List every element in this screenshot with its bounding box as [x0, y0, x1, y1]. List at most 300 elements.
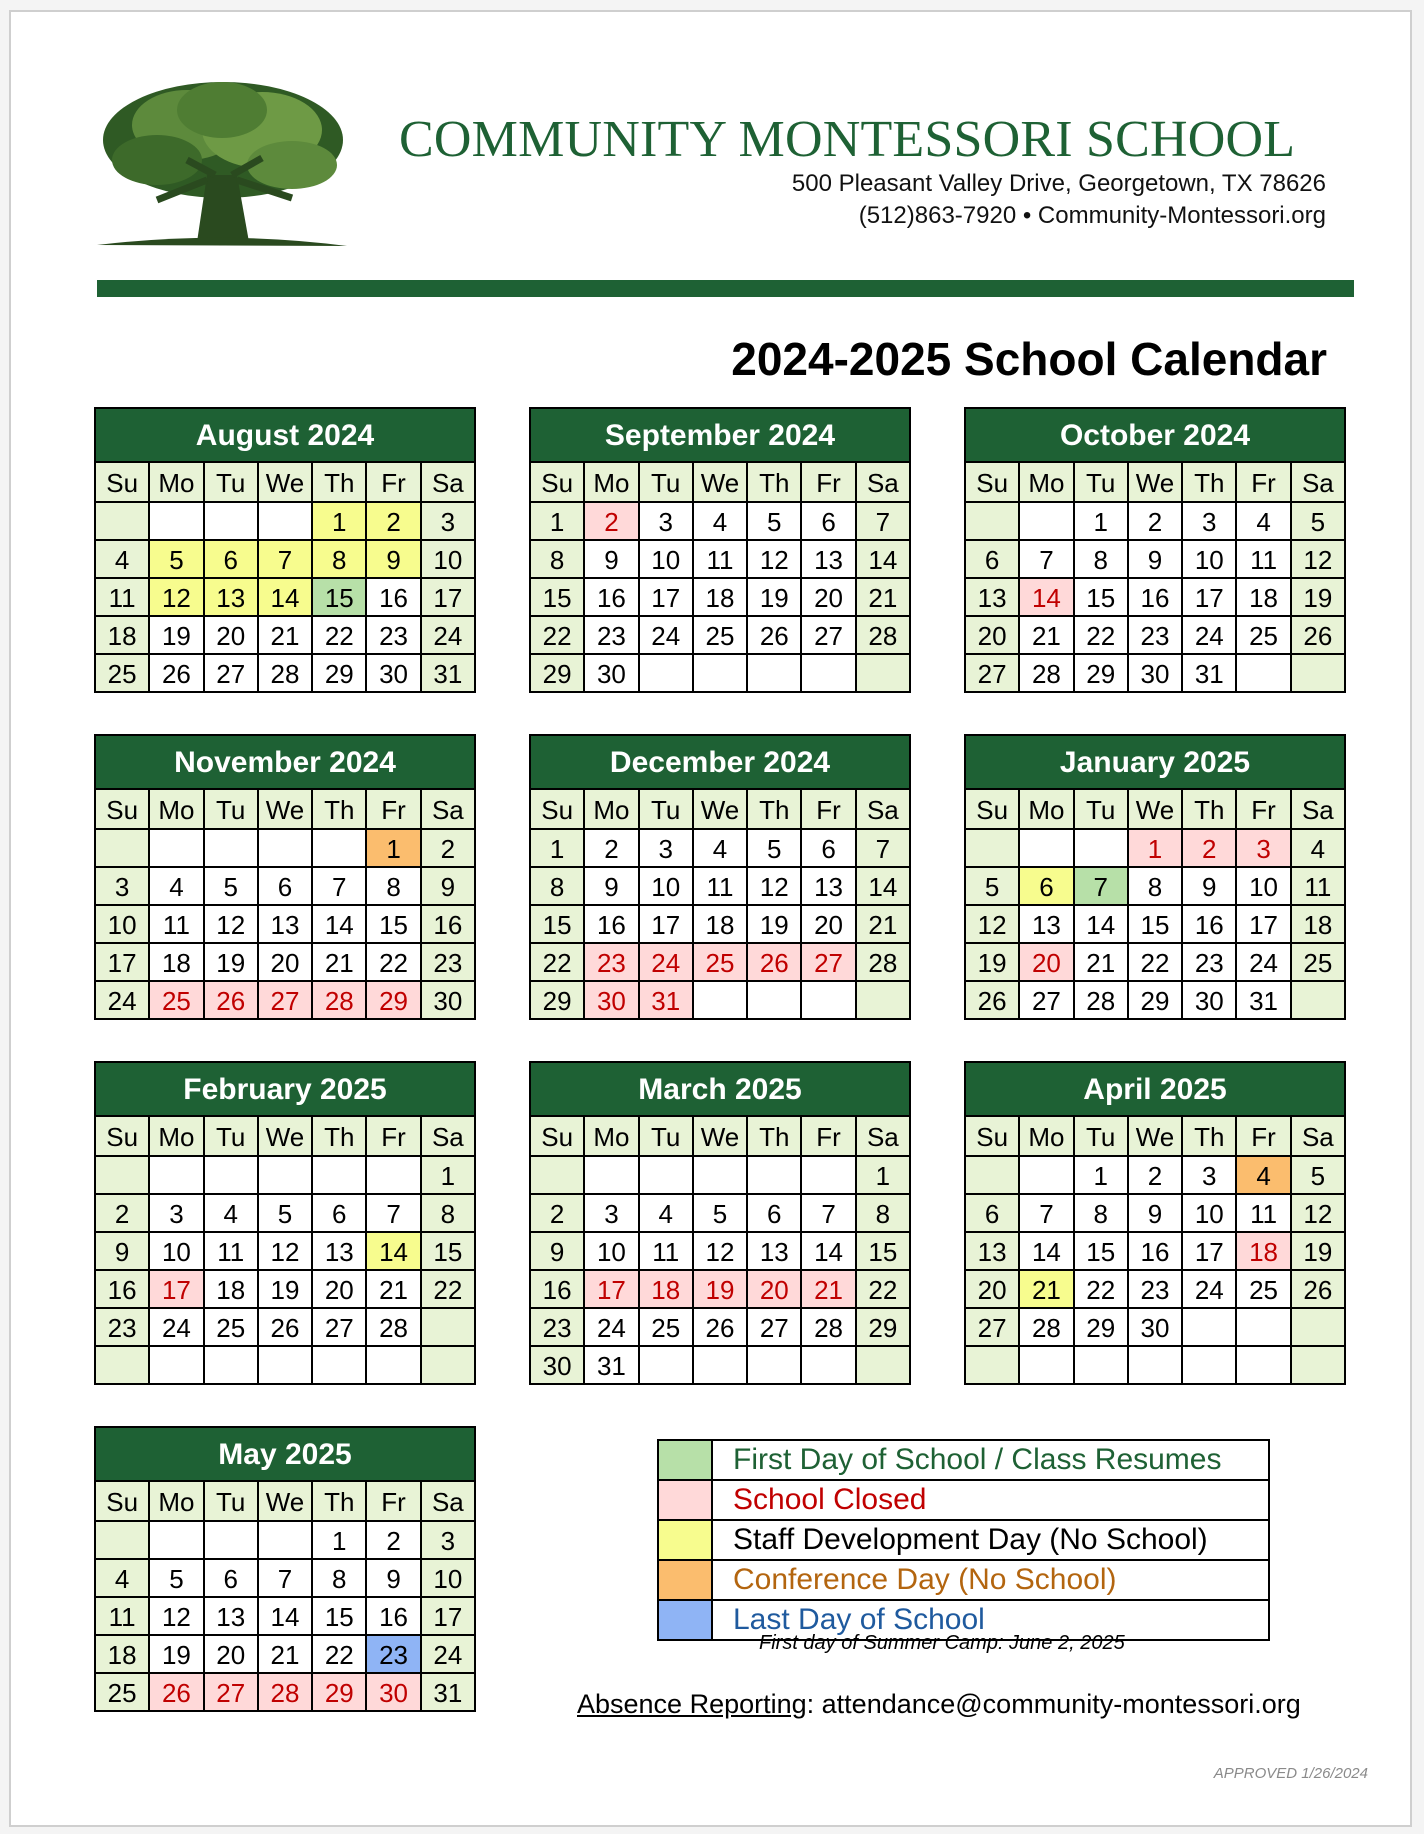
day-cell: 8: [531, 868, 585, 906]
day-cell: 29: [313, 1674, 367, 1712]
day-cell: 30: [585, 982, 639, 1020]
day-cell: 7: [259, 1560, 313, 1598]
empty-cell: [96, 503, 150, 541]
day-cell: 7: [259, 541, 313, 579]
day-cell: 30: [1129, 1309, 1183, 1347]
day-cell: 29: [531, 982, 585, 1020]
weekday-header: We: [1129, 790, 1183, 830]
weekday-header: Th: [748, 1117, 802, 1157]
empty-cell: [259, 1157, 313, 1195]
day-cell: 15: [857, 1233, 911, 1271]
weekday-header: Su: [96, 463, 150, 503]
empty-cell: [640, 1157, 694, 1195]
day-cell: 13: [205, 579, 259, 617]
day-cell: 25: [96, 1674, 150, 1712]
day-cell: 2: [367, 1522, 421, 1560]
empty-cell: [96, 1522, 150, 1560]
day-cell: 31: [585, 1347, 639, 1385]
day-cell: 9: [585, 541, 639, 579]
day-cell: 21: [1075, 944, 1129, 982]
day-cell: 27: [259, 982, 313, 1020]
day-cell: 19: [259, 1271, 313, 1309]
absence-label: Absence Reporting: [577, 1689, 807, 1719]
day-cell: 10: [150, 1233, 204, 1271]
month-calendar-january-2025: [964, 734, 1346, 1020]
day-cell: 1: [531, 830, 585, 868]
empty-cell: [259, 1347, 313, 1385]
day-cell: 22: [857, 1271, 911, 1309]
day-cell: 26: [748, 617, 802, 655]
day-cell: 21: [259, 1636, 313, 1674]
day-cell: 27: [1020, 982, 1074, 1020]
weekday-header: Mo: [585, 1117, 639, 1157]
day-cell: 6: [966, 1195, 1020, 1233]
day-cell: 1: [531, 503, 585, 541]
day-cell: 22: [422, 1271, 476, 1309]
empty-cell: [748, 655, 802, 693]
day-cell: 28: [313, 982, 367, 1020]
day-cell: 28: [1075, 982, 1129, 1020]
day-cell: 29: [1075, 655, 1129, 693]
day-cell: 24: [1183, 1271, 1237, 1309]
day-cell: 8: [1129, 868, 1183, 906]
day-cell: 12: [150, 579, 204, 617]
day-cell: 15: [531, 579, 585, 617]
day-cell: 23: [531, 1309, 585, 1347]
day-cell: 29: [531, 655, 585, 693]
day-cell: 20: [313, 1271, 367, 1309]
month-calendar-november-2024: [94, 734, 476, 1020]
empty-cell: [1237, 655, 1291, 693]
day-cell: 10: [640, 541, 694, 579]
day-cell: 16: [531, 1271, 585, 1309]
day-cell: 8: [313, 541, 367, 579]
weekday-header: Mo: [1020, 790, 1074, 830]
empty-cell: [259, 503, 313, 541]
weekday-header: We: [1129, 463, 1183, 503]
empty-cell: [1020, 503, 1074, 541]
weekday-header: Sa: [857, 790, 911, 830]
day-cell: 16: [367, 579, 421, 617]
legend: [657, 1439, 1270, 1641]
weekday-header: Sa: [1292, 790, 1346, 830]
day-cell: 1: [1129, 830, 1183, 868]
weekday-header: Su: [966, 463, 1020, 503]
day-cell: 29: [1075, 1309, 1129, 1347]
day-cell: 26: [259, 1309, 313, 1347]
empty-cell: [313, 1347, 367, 1385]
legend-swatch: [659, 1481, 713, 1519]
day-cell: 26: [966, 982, 1020, 1020]
day-cell: 27: [313, 1309, 367, 1347]
day-cell: 7: [857, 830, 911, 868]
day-cell: 11: [694, 541, 748, 579]
empty-cell: [150, 830, 204, 868]
day-cell: 11: [1292, 868, 1346, 906]
day-cell: 4: [96, 541, 150, 579]
day-cell: 27: [966, 1309, 1020, 1347]
weekday-header: Su: [531, 463, 585, 503]
day-cell: 26: [748, 944, 802, 982]
month-title: April 2025: [964, 1061, 1346, 1115]
empty-cell: [313, 830, 367, 868]
legend-swatch: [659, 1521, 713, 1559]
day-cell: 21: [857, 906, 911, 944]
day-cell: 4: [96, 1560, 150, 1598]
day-cell: 28: [1020, 1309, 1074, 1347]
day-cell: 30: [367, 1674, 421, 1712]
empty-cell: [1292, 655, 1346, 693]
day-cell: 11: [1237, 1195, 1291, 1233]
day-cell: 2: [1129, 503, 1183, 541]
day-cell: 5: [1292, 503, 1346, 541]
day-cell: 7: [857, 503, 911, 541]
day-cell: 3: [1183, 503, 1237, 541]
day-cell: 20: [259, 944, 313, 982]
day-cell: 10: [1183, 541, 1237, 579]
empty-cell: [1183, 1347, 1237, 1385]
school-name: COMMUNITY MONTESSORI SCHOOL: [399, 111, 1296, 168]
day-grid: [529, 461, 911, 693]
empty-cell: [205, 1157, 259, 1195]
day-cell: 19: [748, 579, 802, 617]
empty-cell: [1237, 1347, 1291, 1385]
weekday-header: Tu: [205, 1482, 259, 1522]
weekday-header: Fr: [802, 1117, 856, 1157]
day-cell: 23: [422, 944, 476, 982]
weekday-header: Mo: [150, 463, 204, 503]
day-cell: 19: [694, 1271, 748, 1309]
day-cell: 9: [1183, 868, 1237, 906]
empty-cell: [1075, 830, 1129, 868]
day-cell: 23: [367, 1636, 421, 1674]
day-cell: 25: [1237, 617, 1291, 655]
day-cell: 25: [694, 617, 748, 655]
day-cell: 15: [531, 906, 585, 944]
day-cell: 16: [367, 1598, 421, 1636]
day-cell: 9: [585, 868, 639, 906]
day-cell: 24: [1183, 617, 1237, 655]
approved-date: APPROVED 1/26/2024: [1213, 1765, 1368, 1782]
weekday-header: Tu: [205, 790, 259, 830]
empty-cell: [802, 982, 856, 1020]
day-cell: 18: [96, 617, 150, 655]
day-cell: 15: [1075, 1233, 1129, 1271]
weekday-header: Tu: [640, 463, 694, 503]
month-calendar-may-2025: [94, 1426, 476, 1712]
day-cell: 19: [1292, 579, 1346, 617]
day-cell: 7: [1020, 541, 1074, 579]
day-cell: 27: [802, 944, 856, 982]
weekday-header: Sa: [422, 790, 476, 830]
day-grid: [94, 1115, 476, 1385]
day-cell: 2: [1129, 1157, 1183, 1195]
day-cell: 4: [150, 868, 204, 906]
day-cell: 14: [1075, 906, 1129, 944]
empty-cell: [150, 503, 204, 541]
empty-cell: [640, 655, 694, 693]
day-cell: 29: [857, 1309, 911, 1347]
legend-label: School Closed: [733, 1483, 927, 1516]
empty-cell: [966, 1347, 1020, 1385]
empty-cell: [367, 1347, 421, 1385]
weekday-header: Fr: [367, 1117, 421, 1157]
day-cell: 9: [531, 1233, 585, 1271]
day-cell: 31: [640, 982, 694, 1020]
month-title: March 2025: [529, 1061, 911, 1115]
day-cell: 6: [1020, 868, 1074, 906]
weekday-header: We: [694, 790, 748, 830]
day-cell: 7: [1075, 868, 1129, 906]
day-cell: 21: [259, 617, 313, 655]
day-cell: 25: [150, 982, 204, 1020]
day-cell: 31: [1237, 982, 1291, 1020]
legend-label: Last Day of School: [733, 1603, 985, 1636]
day-cell: 6: [802, 503, 856, 541]
empty-cell: [966, 1157, 1020, 1195]
day-cell: 21: [802, 1271, 856, 1309]
day-cell: 8: [1075, 541, 1129, 579]
empty-cell: [1129, 1347, 1183, 1385]
empty-cell: [150, 1522, 204, 1560]
day-cell: 13: [802, 868, 856, 906]
day-cell: 28: [259, 1674, 313, 1712]
weekday-header: Fr: [1237, 1117, 1291, 1157]
weekday-header: Mo: [585, 790, 639, 830]
weekday-header: Su: [96, 1117, 150, 1157]
header-divider: [97, 280, 1354, 297]
day-cell: 2: [585, 830, 639, 868]
day-cell: 31: [422, 655, 476, 693]
day-cell: 22: [1129, 944, 1183, 982]
month-title: February 2025: [94, 1061, 476, 1115]
day-cell: 14: [259, 579, 313, 617]
day-cell: 5: [150, 1560, 204, 1598]
weekday-header: Su: [966, 1117, 1020, 1157]
day-cell: 25: [205, 1309, 259, 1347]
day-cell: 11: [205, 1233, 259, 1271]
day-cell: 10: [1237, 868, 1291, 906]
day-cell: 29: [313, 655, 367, 693]
day-cell: 6: [966, 541, 1020, 579]
day-cell: 21: [1020, 1271, 1074, 1309]
day-cell: 15: [422, 1233, 476, 1271]
day-cell: 15: [1129, 906, 1183, 944]
day-cell: 15: [313, 579, 367, 617]
weekday-header: Sa: [422, 1482, 476, 1522]
day-cell: 21: [367, 1271, 421, 1309]
day-cell: 6: [313, 1195, 367, 1233]
day-cell: 22: [367, 944, 421, 982]
weekday-header: Th: [1183, 463, 1237, 503]
day-cell: 13: [1020, 906, 1074, 944]
day-cell: 23: [585, 617, 639, 655]
month-calendar-october-2024: [964, 407, 1346, 693]
day-cell: 13: [802, 541, 856, 579]
day-cell: 2: [531, 1195, 585, 1233]
empty-cell: [694, 655, 748, 693]
day-cell: 9: [367, 541, 421, 579]
empty-cell: [150, 1347, 204, 1385]
empty-cell: [205, 830, 259, 868]
empty-cell: [1075, 1347, 1129, 1385]
day-cell: 10: [422, 541, 476, 579]
empty-cell: [259, 1522, 313, 1560]
weekday-header: Fr: [367, 463, 421, 503]
day-cell: 2: [367, 503, 421, 541]
empty-cell: [205, 503, 259, 541]
day-cell: 18: [694, 906, 748, 944]
weekday-header: Th: [313, 1117, 367, 1157]
day-cell: 24: [1237, 944, 1291, 982]
day-cell: 3: [96, 868, 150, 906]
empty-cell: [857, 1347, 911, 1385]
day-cell: 20: [802, 579, 856, 617]
day-cell: 20: [748, 1271, 802, 1309]
day-cell: 22: [313, 617, 367, 655]
day-cell: 19: [1292, 1233, 1346, 1271]
day-cell: 5: [205, 868, 259, 906]
day-cell: 17: [640, 906, 694, 944]
day-cell: 3: [150, 1195, 204, 1233]
month-calendar-december-2024: [529, 734, 911, 1020]
day-cell: 10: [96, 906, 150, 944]
day-cell: 9: [1129, 541, 1183, 579]
day-cell: 14: [259, 1598, 313, 1636]
weekday-header: We: [259, 1482, 313, 1522]
day-cell: 31: [1183, 655, 1237, 693]
month-calendar-august-2024: [94, 407, 476, 693]
day-cell: 22: [531, 944, 585, 982]
day-cell: 6: [259, 868, 313, 906]
day-cell: 2: [1183, 830, 1237, 868]
weekday-header: Su: [96, 790, 150, 830]
day-cell: 28: [1020, 655, 1074, 693]
day-cell: 27: [966, 655, 1020, 693]
day-cell: 19: [966, 944, 1020, 982]
day-cell: 24: [585, 1309, 639, 1347]
weekday-header: Sa: [422, 1117, 476, 1157]
day-cell: 22: [313, 1636, 367, 1674]
empty-cell: [313, 1157, 367, 1195]
day-cell: 19: [150, 617, 204, 655]
day-cell: 24: [640, 944, 694, 982]
day-cell: 1: [1075, 1157, 1129, 1195]
day-cell: 30: [1183, 982, 1237, 1020]
day-cell: 22: [1075, 617, 1129, 655]
day-cell: 20: [205, 1636, 259, 1674]
day-cell: 10: [585, 1233, 639, 1271]
day-cell: 3: [585, 1195, 639, 1233]
day-cell: 5: [150, 541, 204, 579]
weekday-header: Th: [748, 463, 802, 503]
legend-item-staff-development: [659, 1521, 1268, 1561]
day-cell: 14: [857, 541, 911, 579]
weekday-header: Th: [313, 1482, 367, 1522]
day-cell: 12: [259, 1233, 313, 1271]
legend-swatch: [659, 1601, 713, 1639]
day-cell: 17: [422, 1598, 476, 1636]
day-cell: 23: [1129, 1271, 1183, 1309]
day-cell: 30: [1129, 655, 1183, 693]
weekday-header: Fr: [802, 790, 856, 830]
day-cell: 25: [640, 1309, 694, 1347]
weekday-header: Tu: [1075, 1117, 1129, 1157]
day-cell: 12: [150, 1598, 204, 1636]
weekday-header: Mo: [1020, 463, 1074, 503]
day-cell: 19: [150, 1636, 204, 1674]
day-cell: 1: [313, 1522, 367, 1560]
day-cell: 7: [1020, 1195, 1074, 1233]
day-cell: 23: [585, 944, 639, 982]
empty-cell: [531, 1157, 585, 1195]
weekday-header: We: [1129, 1117, 1183, 1157]
empty-cell: [1292, 1309, 1346, 1347]
weekday-header: Su: [96, 1482, 150, 1522]
day-cell: 5: [748, 830, 802, 868]
day-cell: 3: [640, 503, 694, 541]
empty-cell: [748, 1347, 802, 1385]
empty-cell: [640, 1347, 694, 1385]
empty-cell: [1292, 1347, 1346, 1385]
empty-cell: [802, 1347, 856, 1385]
absence-email-link[interactable]: : attendance@community-montessori.org: [806, 1689, 1301, 1719]
day-cell: 1: [367, 830, 421, 868]
empty-cell: [1292, 982, 1346, 1020]
day-cell: 5: [259, 1195, 313, 1233]
month-calendar-february-2025: [94, 1061, 476, 1385]
weekday-header: Tu: [1075, 790, 1129, 830]
day-cell: 12: [205, 906, 259, 944]
day-cell: 27: [205, 1674, 259, 1712]
page-title: 2024-2025 School Calendar: [731, 333, 1327, 385]
day-cell: 8: [531, 541, 585, 579]
day-cell: 7: [802, 1195, 856, 1233]
day-cell: 17: [1237, 906, 1291, 944]
weekday-header: We: [694, 463, 748, 503]
weekday-header: Mo: [585, 463, 639, 503]
day-cell: 13: [313, 1233, 367, 1271]
day-cell: 26: [150, 1674, 204, 1712]
day-cell: 16: [1129, 579, 1183, 617]
day-cell: 26: [205, 982, 259, 1020]
day-cell: 3: [422, 503, 476, 541]
weekday-header: Su: [966, 790, 1020, 830]
weekday-header: Tu: [205, 1117, 259, 1157]
day-cell: 1: [857, 1157, 911, 1195]
day-cell: 18: [1237, 1233, 1291, 1271]
day-cell: 5: [748, 503, 802, 541]
day-cell: 27: [205, 655, 259, 693]
day-cell: 11: [1237, 541, 1291, 579]
day-cell: 9: [367, 1560, 421, 1598]
day-cell: 4: [694, 503, 748, 541]
day-cell: 16: [585, 579, 639, 617]
day-cell: 16: [585, 906, 639, 944]
day-cell: 17: [96, 944, 150, 982]
day-cell: 6: [205, 541, 259, 579]
empty-cell: [694, 1157, 748, 1195]
legend-item-school-closed: [659, 1481, 1268, 1521]
weekday-header: Su: [531, 1117, 585, 1157]
day-cell: 14: [1020, 1233, 1074, 1271]
month-title: November 2024: [94, 734, 476, 788]
day-cell: 5: [1292, 1157, 1346, 1195]
weekday-header: Th: [748, 790, 802, 830]
day-cell: 10: [422, 1560, 476, 1598]
weekday-header: Su: [531, 790, 585, 830]
day-cell: 31: [422, 1674, 476, 1712]
